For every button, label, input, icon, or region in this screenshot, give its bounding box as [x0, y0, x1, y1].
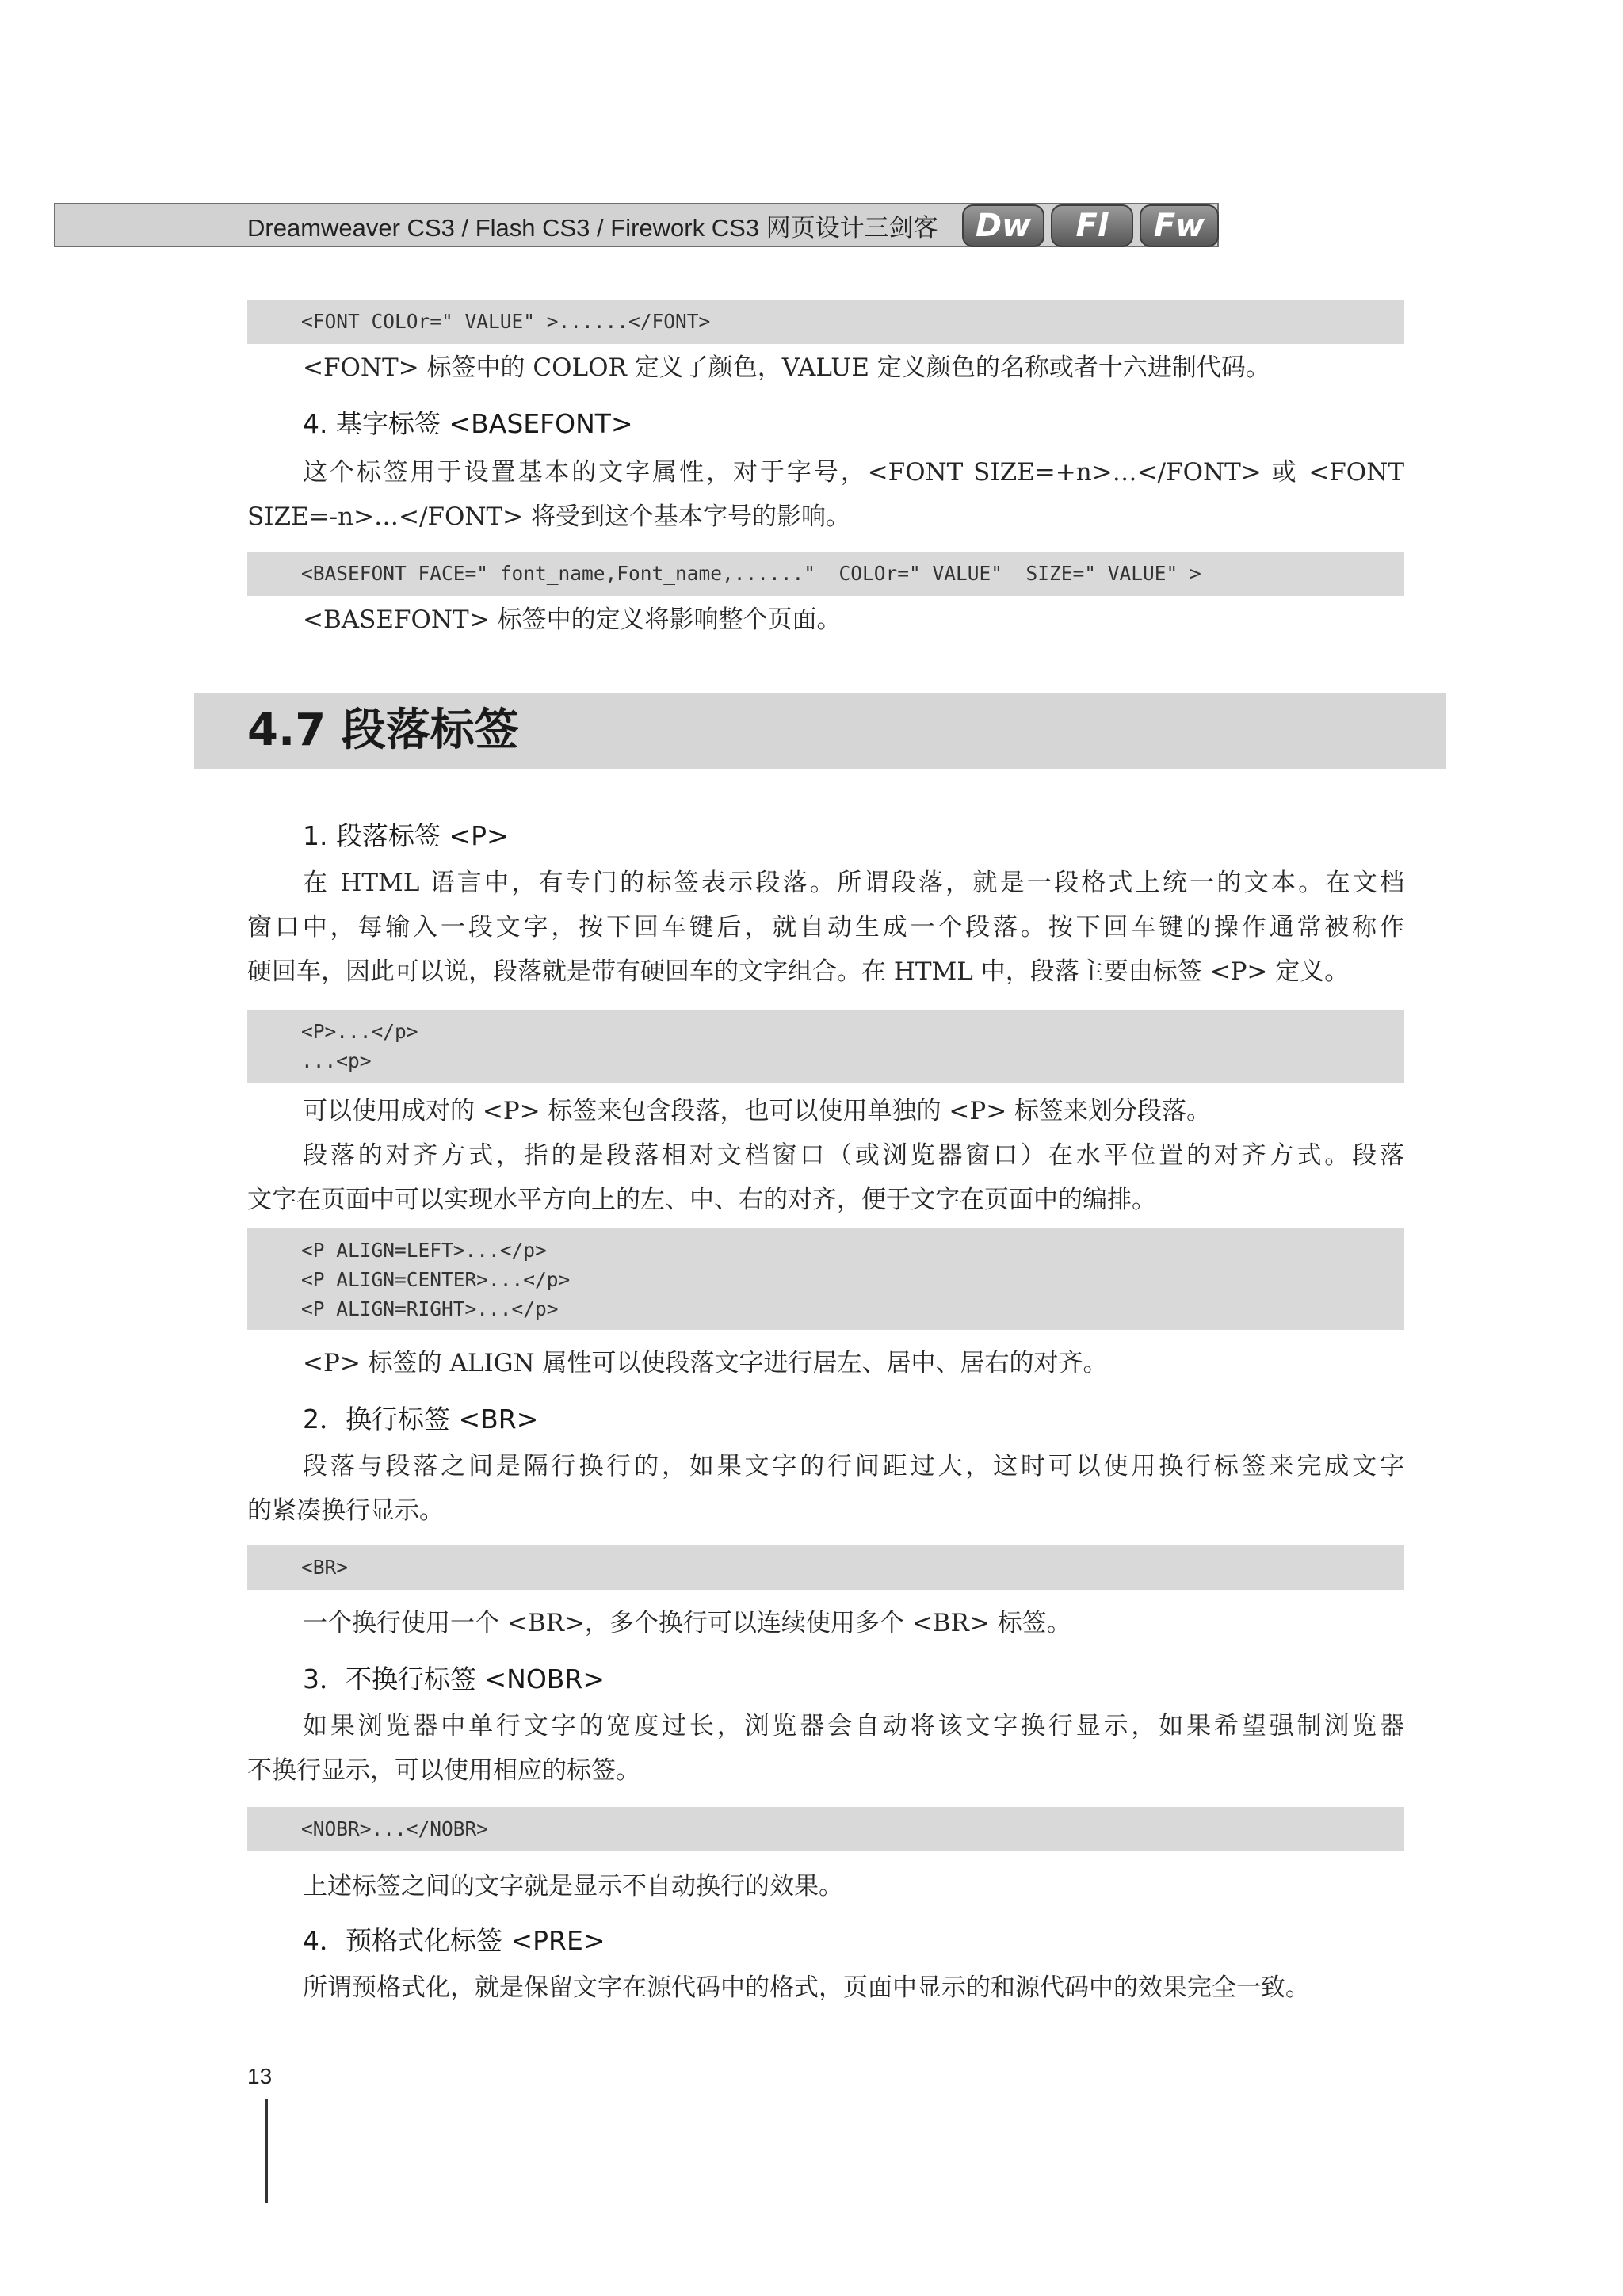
text-line: 文字在页面中可以实现水平方向上的左、中、右的对齐，便于文字在页面中的编排。 — [247, 1186, 1156, 1214]
paragraph-align-attribute — [247, 1341, 1404, 1385]
code-line: <P>...</p> — [301, 1020, 418, 1043]
text-line: 的紧凑换行显示。 — [247, 1496, 444, 1525]
code-block-basefont — [247, 552, 1404, 596]
code-line: <BASEFONT FACE=" font_name,Font_name,......" COLOr=" VALUE" SIZE=" VALUE" > — [301, 562, 1201, 585]
code-block-br — [247, 1545, 1404, 1590]
running-header-title: Dreamweaver CS3 / Flash CS3 / Firework CS3 网页设计三剑客 — [247, 214, 938, 242]
paragraph-br-note — [247, 1601, 1404, 1645]
paragraph-basefont-intro — [247, 450, 1404, 539]
code-line: <P ALIGN=CENTER>...</p> — [301, 1268, 571, 1291]
paragraph-basefont-note — [247, 598, 1404, 642]
page-margin-rule — [265, 2099, 268, 2203]
code-line: <P ALIGN=LEFT>...</p> — [301, 1239, 547, 1262]
text-line: <P> 标签的 ALIGN 属性可以使段落文字进行居左、居中、居右的对齐。 — [303, 1349, 1108, 1377]
text-line: <BASEFONT> 标签中的定义将影响整个页面。 — [303, 606, 842, 634]
subheading-br-tag: 2．换行标签 <BR> — [303, 1404, 539, 1435]
code-line: ...<p> — [301, 1049, 372, 1072]
subheading-paragraph-tag: 1. 段落标签 <P> — [303, 820, 509, 851]
text-line: 如果浏览器中单行文字的宽度过长，浏览器会自动将该文字换行显示，如果希望强制浏览器 — [303, 1712, 1404, 1740]
paragraph-p-usage — [247, 1089, 1404, 1133]
text-line: 这个标签用于设置基本的文字属性，对于字号，<FONT SIZE=+n>…</FONT> 或 <FONT — [303, 458, 1404, 487]
text-line: 窗口中，每输入一段文字，按下回车键后，就自动生成一个段落。按下回车键的操作通常被称作 — [247, 913, 1404, 942]
code-block-nobr — [247, 1807, 1404, 1851]
paragraph-pre-intro — [247, 1966, 1404, 2010]
paragraph-nobr-note — [247, 1864, 1404, 1908]
flash-logo-badge: Fl — [1051, 204, 1133, 247]
text-line: 段落与段落之间是隔行换行的，如果文字的行间距过大，这时可以使用换行标签来完成文字 — [303, 1452, 1404, 1480]
subheading-basefont: 4. 基字标签 <BASEFONT> — [303, 408, 633, 439]
paragraph-html-paragraphs — [247, 861, 1404, 994]
code-block-p-align — [247, 1228, 1404, 1330]
code-line: <FONT COLOr=" VALUE" >......</FONT> — [301, 310, 711, 333]
code-block-p-tag — [247, 1010, 1404, 1083]
fireworks-logo-badge: Fw — [1140, 204, 1219, 247]
paragraph-font-tag-note — [247, 346, 1404, 390]
paragraph-br-intro — [247, 1444, 1404, 1533]
page-number: 13 — [247, 2064, 273, 2088]
text-line: 段落的对齐方式，指的是段落相对文档窗口（或浏览器窗口）在水平位置的对齐方式。段落 — [303, 1141, 1404, 1170]
text-line: <FONT> 标签中的 COLOR 定义了颜色，VALUE 定义颜色的名称或者十六进制代码。 — [303, 353, 1270, 382]
code-line: <NOBR>...</NOBR> — [301, 1817, 489, 1840]
code-line: <P ALIGN=RIGHT>...</p> — [301, 1297, 559, 1320]
section-title: 4.7 段落标签 — [247, 705, 519, 756]
code-line: <BR> — [301, 1556, 349, 1579]
dreamweaver-logo-badge: Dw — [962, 204, 1044, 247]
text-line: 在 HTML 语言中，有专门的标签表示段落。所谓段落，就是一段格式上统一的文本。在文档 — [303, 869, 1404, 897]
text-line: SIZE=-n>…</FONT> 将受到这个基本字号的影响。 — [247, 502, 851, 531]
text-line: 可以使用成对的 <P> 标签来包含段落，也可以使用单独的 <P> 标签来划分段落。 — [303, 1097, 1212, 1125]
text-line: 硬回车，因此可以说，段落就是带有硬回车的文字组合。在 HTML 中，段落主要由标签 <P> 定义。 — [247, 957, 1350, 986]
paragraph-nobr-intro — [247, 1704, 1404, 1793]
paragraph-alignment — [247, 1133, 1404, 1222]
text-line: 不换行显示，可以使用相应的标签。 — [247, 1756, 640, 1785]
subheading-pre-tag: 4．预格式化标签 <PRE> — [303, 1925, 605, 1956]
text-line: 一个换行使用一个 <BR>，多个换行可以连续使用多个 <BR> 标签。 — [303, 1609, 1071, 1637]
text-line: 所谓预格式化，就是保留文字在源代码中的格式，页面中显示的和源代码中的效果完全一致。 — [303, 1973, 1310, 2002]
code-block-font-color — [247, 300, 1404, 344]
text-line: 上述标签之间的文字就是显示不自动换行的效果。 — [303, 1872, 843, 1901]
subheading-nobr-tag: 3．不换行标签 <NOBR> — [303, 1664, 605, 1694]
